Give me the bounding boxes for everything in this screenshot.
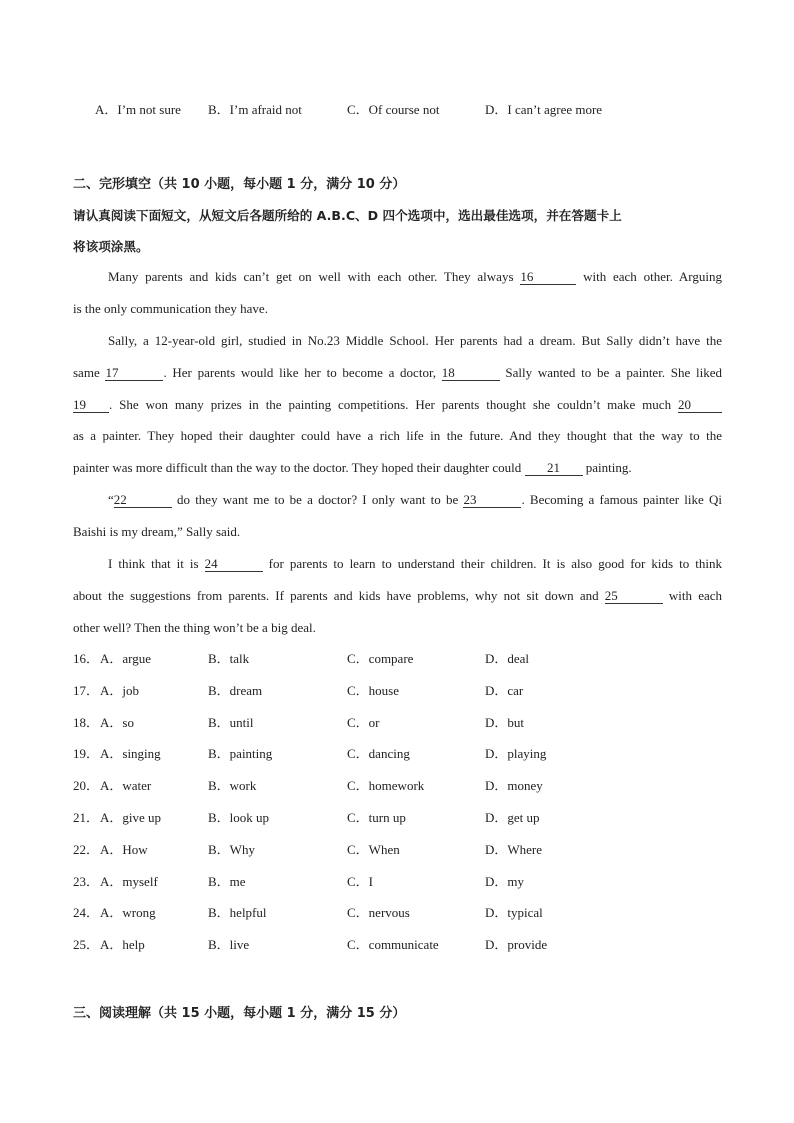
option-a: A．help (100, 937, 145, 952)
question-number: 22． (73, 842, 100, 857)
blank-19: 19 (73, 398, 109, 413)
question-number: 17． (73, 683, 100, 698)
passage-line: other well? Then the thing won’t be a big deal. (73, 620, 316, 635)
option-c: C．When (347, 842, 400, 857)
option-c: C．house (347, 683, 400, 698)
option-d: D．Where (485, 842, 543, 857)
option-c: C．turn up (347, 810, 406, 825)
option-c: C．I (347, 874, 374, 889)
option-b: B．I’m afraid not (208, 102, 302, 117)
option-a: A．myself (100, 874, 158, 889)
passage-line: Baishi is my dream,” Sally said. (73, 524, 241, 539)
passage-line: Many parents and kids can’t get on well with each other. They always 16 with each other. Arguing (108, 269, 722, 284)
option-b: B．me (208, 874, 246, 889)
blank-20: 20 (678, 398, 722, 413)
option-d: D．money (485, 778, 543, 793)
option-c: C．dancing (347, 746, 410, 761)
option-b: B．work (208, 778, 257, 793)
blank-23: 23 (463, 493, 521, 508)
blank-24: 24 (205, 557, 263, 572)
question-number: 25． (73, 937, 100, 952)
passage-line: is the only communication they have. (73, 301, 268, 316)
option-b: B．dream (208, 683, 263, 698)
question-number: 19． (73, 746, 100, 761)
option-d: D．my (485, 874, 525, 889)
section2-instruction-line1: 请认真阅读下面短文，从短文后各题所给的 A.B.C、D 四个选项中，选出最佳选项，并在答题卡上 (73, 208, 622, 223)
question-number: 18． (73, 715, 100, 730)
section2-heading: 二、完形填空（共 10 小题，每小题 1 分，满分 10 分） (73, 177, 406, 192)
passage-line: as a painter. They hoped their daughter could have a rich life in the future. And they thought that the way to the (73, 428, 722, 443)
option-c: C．compare (347, 651, 414, 666)
blank-18: 18 (442, 366, 500, 381)
option-d: D．deal (485, 651, 530, 666)
option-b: B．talk (208, 651, 250, 666)
option-b: B．until (208, 715, 254, 730)
blank-16: 16 (520, 270, 576, 285)
passage-line: 19 . She won many prizes in the painting competitions. Her parents thought she couldn’t make much 20 (73, 396, 722, 414)
option-a: A．water (100, 778, 152, 793)
question-number: 21． (73, 810, 100, 825)
option-d: D．get up (485, 810, 540, 825)
question-number: 23． (73, 874, 100, 889)
section3-heading: 三、阅读理解（共 15 小题，每小题 1 分，满分 15 分） (73, 1006, 406, 1021)
blank-22: 22 (114, 493, 172, 508)
question-number: 16． (73, 651, 100, 666)
option-d: D．typical (485, 905, 543, 920)
option-c: C．homework (347, 778, 425, 793)
passage-line: “22 do they want me to be a doctor? I only want to be 23 . Becoming a famous painter like Qi (108, 492, 722, 507)
option-a: A．wrong (100, 905, 156, 920)
option-a: A．give up (100, 810, 162, 825)
option-b: B．Why (208, 842, 255, 857)
passage-line: painter was more difficult than the way to the doctor. They hoped their daughter could 21 painting. (73, 460, 632, 475)
passage-line: I think that it is 24 for parents to learn to understand their children. It is also good for kids to think (108, 556, 722, 571)
option-b: B．painting (208, 746, 273, 761)
option-c: C．Of course not (347, 102, 440, 117)
passage-line: same 17 . Her parents would like her to become a doctor, 18 Sally wanted to be a painter. She liked (73, 365, 722, 380)
option-b: B．live (208, 937, 250, 952)
previous-question-options (95, 102, 655, 118)
option-a: A．so (100, 715, 134, 730)
option-d: D．provide (485, 937, 548, 952)
option-c: C．nervous (347, 905, 410, 920)
blank-21: 21 (525, 461, 583, 476)
question-number: 20． (73, 778, 100, 793)
option-a: A．singing (100, 746, 161, 761)
blank-25: 25 (605, 589, 663, 604)
blank-17: 17 (105, 366, 163, 381)
option-c: C．or (347, 715, 380, 730)
option-b: B．helpful (208, 905, 267, 920)
option-c: C．communicate (347, 937, 439, 952)
option-d: D．playing (485, 746, 547, 761)
option-a: A．job (100, 683, 140, 698)
option-a: A．I’m not sure (95, 102, 181, 117)
passage-line: Sally, a 12-year-old girl, studied in No.23 Middle School. Her parents had a dream. But Sally didn’t have the (108, 333, 722, 348)
option-d: D．but (485, 715, 525, 730)
section2-instruction-line2: 将该项涂黑。 (73, 239, 149, 254)
option-d: D．I can’t agree more (485, 102, 603, 117)
question-number: 24． (73, 905, 100, 920)
passage-line: about the suggestions from parents. If parents and kids have problems, why not sit down and 25 with each (73, 588, 722, 603)
option-d: D．car (485, 683, 524, 698)
option-a: A．argue (100, 651, 152, 666)
option-a: A．How (100, 842, 148, 857)
option-b: B．look up (208, 810, 270, 825)
